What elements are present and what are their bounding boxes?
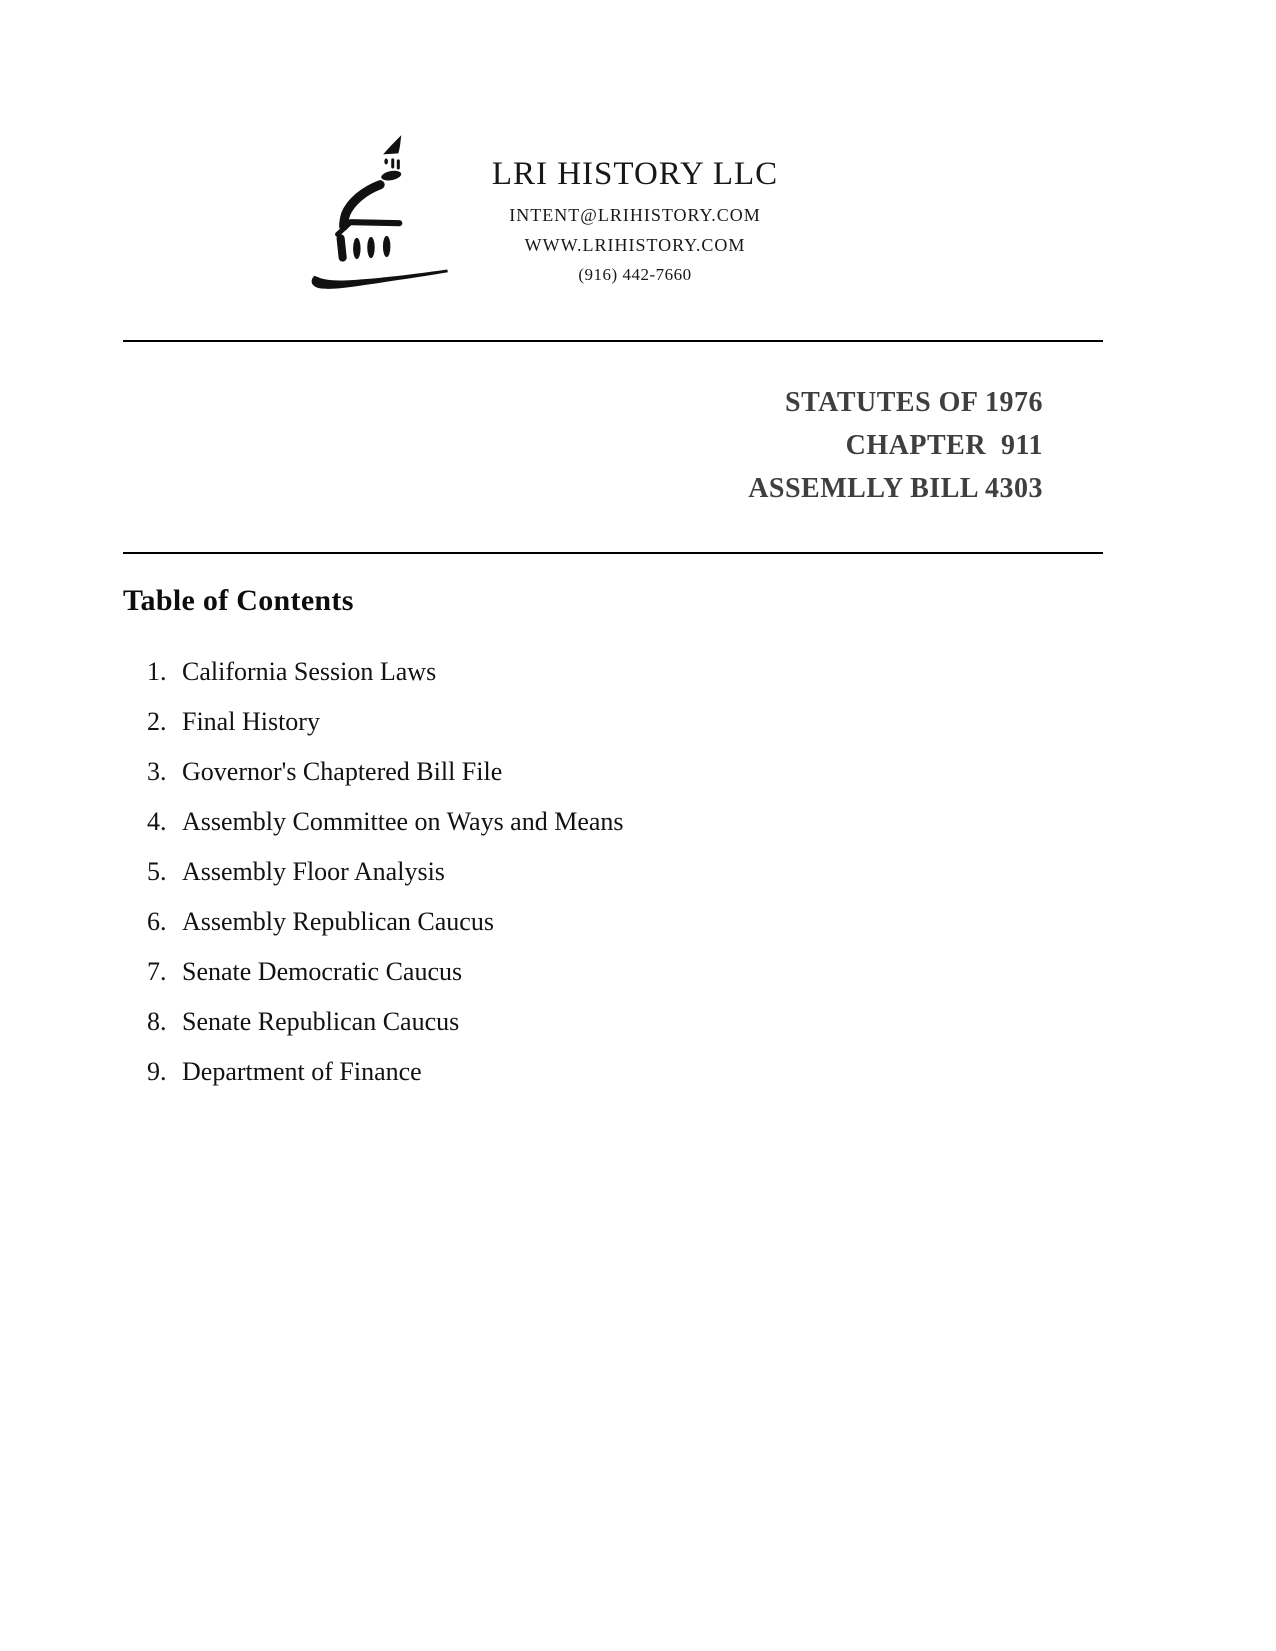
toc-list — [147, 647, 847, 1097]
toc-item-label: Assembly Floor Analysis — [182, 857, 445, 886]
toc-item — [147, 1047, 847, 1097]
toc-item — [147, 697, 847, 747]
letterhead — [460, 154, 810, 290]
assembly-bill-line: ASSEMLLY BILL 4303 — [748, 473, 1043, 504]
statutes-year-line: STATUTES OF 1976 — [785, 387, 1043, 418]
toc-item-number: 7. — [147, 957, 167, 986]
company-name: LRI HISTORY LLC — [491, 156, 779, 192]
toc-item-number: 3. — [147, 757, 167, 786]
toc-item-number: 6. — [147, 907, 167, 936]
toc-item-label: Governor's Chaptered Bill File — [182, 757, 503, 786]
company-email: INTENT@LRIHISTORY.COM — [509, 205, 761, 225]
toc-item-number: 1. — [147, 657, 167, 686]
toc-item — [147, 897, 847, 947]
toc-heading: Table of Contents — [123, 584, 354, 617]
toc-item-label: Senate Democratic Caucus — [182, 957, 463, 986]
title-block — [543, 381, 1043, 510]
toc-item-number: 8. — [147, 1007, 167, 1036]
chapter-line: CHAPTER 911 — [845, 430, 1043, 461]
toc-item-number: 2. — [147, 707, 167, 736]
toc-item-label: Department of Finance — [182, 1057, 422, 1086]
divider-bottom — [123, 552, 1103, 554]
toc-item-label: California Session Laws — [182, 657, 437, 686]
toc-item-label: Assembly Committee on Ways and Means — [182, 807, 624, 836]
divider-top — [123, 340, 1103, 342]
toc-item-number: 4. — [147, 807, 167, 836]
toc-item — [147, 997, 847, 1047]
capitol-dome-logo — [286, 120, 458, 296]
toc-item-number: 5. — [147, 857, 167, 886]
toc-item — [147, 797, 847, 847]
toc-item-label: Senate Republican Caucus — [182, 1007, 460, 1036]
toc-item — [147, 947, 847, 997]
toc-item — [147, 747, 847, 797]
toc-item-number: 9. — [147, 1057, 167, 1086]
toc-item-label: Final History — [182, 707, 320, 736]
toc-item — [147, 647, 847, 697]
toc-item — [147, 847, 847, 897]
toc-item-label: Assembly Republican Caucus — [182, 907, 494, 936]
company-website: WWW.LRIHISTORY.COM — [524, 235, 746, 255]
company-phone: (916) 442-7660 — [578, 265, 692, 284]
